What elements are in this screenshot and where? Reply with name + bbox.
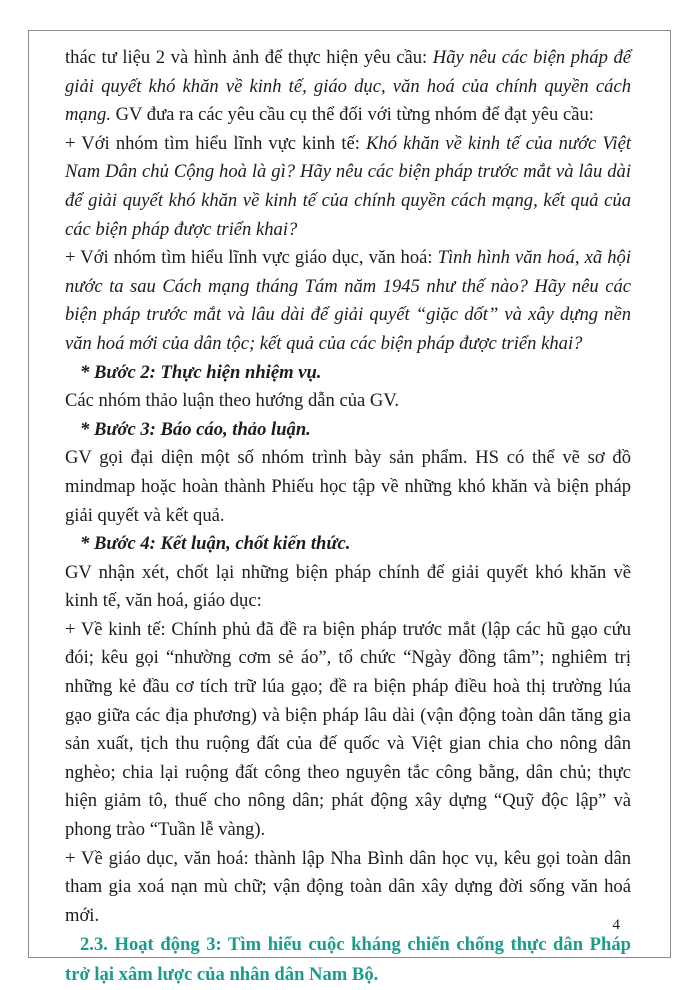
text-segment: GV gọi đại diện một số nhóm trình bày sản phẩm. HS có thể vẽ sơ đồ mindmap hoặc hoàn thành Phiếu học tập về những khó khăn và biện pháp giải quyết và kết quả. [65,447,631,526]
text-segment: * Bước 4: Kết luận, chốt kiến thức. [80,533,351,555]
paragraph [65,44,631,130]
page-content [65,44,631,989]
text-segment: + Về kinh tế: Chính phủ đã đề ra biện pháp trước mắt (lập các hũ gạo cứu đói; kêu gọi “nhường cơm sẻ áo”, tổ chức “Ngày đồng tâm”; nghiêm trị những kẻ đầu cơ tích trữ lúa gạo; đề ra biện pháp điều hoà thị trường lúa gạo giữa các địa phương) và biện pháp lâu dài (vận động toàn dân tăng gia sản xuất, tịch thu ruộng đất của đế quốc và Việt gian chia cho nông dân nghèo; chia lại ruộng đất công theo nguyên tắc công bằng, dân chủ; thực hiện giảm tô, thuế cho nông dân; phát động xây dựng “Quỹ độc lập” và phong trào “Tuần lễ vàng). [65,618,631,841]
text-segment: Các nhóm thảo luận theo hướng dẫn của GV. [65,390,400,412]
text-segment: Hãy nêu các biện pháp để giải quyết khó khăn về kinh tế, giáo dục, văn hoá của chính quyền cách mạng. [65,47,631,126]
paragraph [65,845,631,931]
text-segment: GV đưa ra các yêu cầu cụ thể đối với từng nhóm để đạt yêu cầu: [110,104,594,126]
paragraph [65,130,631,244]
section-heading [65,930,631,989]
paragraph [65,616,631,845]
text-segment: GV nhận xét, chốt lại những biện pháp chính để giải quyết khó khăn về kinh tế, văn hoá, giáo dục: [65,561,631,612]
paragraph [65,244,631,358]
page-number: 4 [612,917,620,933]
paragraph [65,444,631,530]
text-segment: 2.3. Hoạt động 3: Tìm hiểu cuộc kháng chiến chống thực dân Pháp trở lại xâm lược của nhân dân Nam Bộ. [65,934,631,985]
text-segment: + Với nhóm tìm hiểu lĩnh vực kinh tế: [65,132,367,154]
step-heading [65,530,631,559]
text-segment: + Với nhóm tìm hiểu lĩnh vực giáo dục, văn hoá: [65,247,438,269]
text-segment: Tình hình văn hoá, xã hội nước ta sau Cách mạng tháng Tám năm 1945 như thế nào? Hãy nêu các biện pháp trước mắt và lâu dài để giải quyết “giặc dốt” và xây dựng nền văn hoá mới của dân tộc; kết quả của các biện pháp được triển khai? [65,247,631,354]
step-heading [65,359,631,388]
text-segment: Khó khăn về kinh tế của nước Việt Nam Dân chủ Cộng hoà là gì? Hãy nêu các biện pháp trước mắt và lâu dài để giải quyết khó khăn về kinh tế của chính quyền cách mạng, kết quả của các biện pháp được triển khai? [65,132,631,240]
text-segment: thác tư liệu 2 và hình ảnh để thực hiện yêu cầu: [65,47,433,68]
paragraph [65,387,631,416]
text-segment: * Bước 2: Thực hiện nhiệm vụ. [80,361,322,383]
step-heading [65,416,631,445]
paragraph [65,559,631,616]
text-segment: + Về giáo dục, văn hoá: thành lập Nha Bình dân học vụ, kêu gọi toàn dân tham gia xoá nạn mù chữ; vận động toàn dân xây dựng đời sống văn hoá mới. [65,847,631,926]
text-segment: * Bước 3: Báo cáo, thảo luận. [80,418,311,440]
